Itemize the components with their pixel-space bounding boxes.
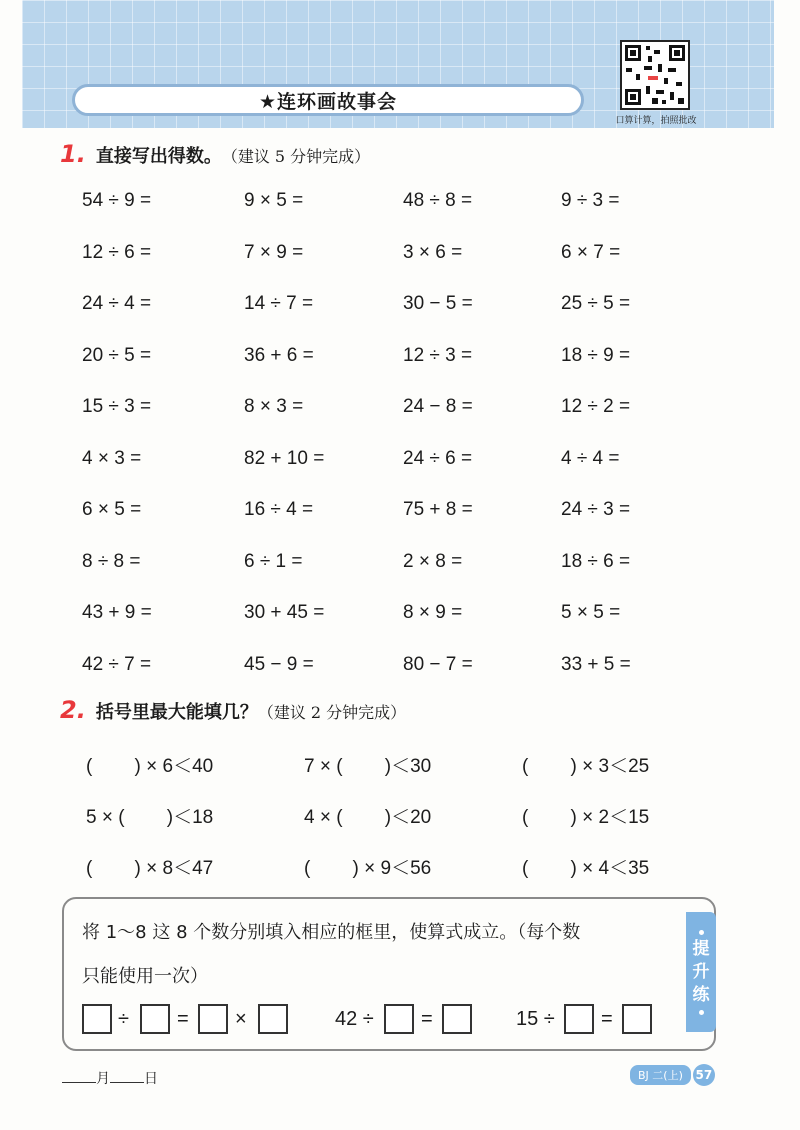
section2-heading [60, 696, 406, 724]
arithmetic-problem: 4 × 3 = [82, 447, 142, 469]
arithmetic-problem: 33 + 5 = [561, 653, 631, 675]
challenge-instruction-1: 将 1～8 这 8 个数分别填入相应的框里，使算式成立。（每个数 [82, 922, 581, 943]
arithmetic-problem: 30 + 45 = [244, 602, 325, 623]
operator: ÷ [118, 1008, 129, 1030]
challenge-instruction-2: 只能使用一次） [82, 966, 208, 987]
section1-number: 1. [60, 140, 86, 168]
qr-caption: 口算计算，拍照批改 [615, 116, 697, 126]
arithmetic-problem: 12 ÷ 3 = [403, 344, 473, 366]
section2-title: 括号里最大能填几？ [95, 702, 258, 723]
section1-hint: （建议 5 分钟完成） [221, 147, 371, 166]
answer-box[interactable] [622, 1004, 652, 1034]
arithmetic-problem: 12 ÷ 2 = [561, 396, 631, 417]
inequality-problem[interactable]: 7 × ( )＜30 [304, 756, 432, 777]
page-number: 57 [693, 1064, 715, 1086]
arithmetic-problem: 9 × 5 = [244, 190, 304, 211]
arithmetic-problem: 25 ÷ 5 = [561, 293, 631, 314]
arithmetic-problem: 45 − 9 = [244, 653, 314, 675]
answer-box[interactable] [258, 1004, 288, 1034]
arithmetic-problem: 80 − 7 = [403, 653, 473, 675]
grade-badge: BJ 二(上) [630, 1065, 691, 1085]
arithmetic-problem: 8 ÷ 8 = [82, 550, 141, 572]
answer-box[interactable] [198, 1004, 228, 1034]
dot-icon [699, 930, 704, 935]
qr-code-icon[interactable] [620, 40, 690, 110]
section1-heading [60, 140, 370, 168]
arithmetic-problem: 24 ÷ 6 = [403, 447, 473, 469]
inequality-problem[interactable]: ( ) × 9＜56 [304, 858, 432, 879]
arithmetic-problem: 5 × 5 = [561, 602, 621, 623]
arithmetic-problem: 18 ÷ 6 = [561, 550, 631, 572]
dot-icon [699, 1010, 704, 1015]
arithmetic-problem: 9 ÷ 3 = [561, 190, 620, 211]
inequality-problem[interactable]: ( ) × 6＜40 [86, 756, 214, 777]
arithmetic-problem: 43 + 9 = [82, 602, 152, 623]
arithmetic-problem: 6 ÷ 1 = [244, 550, 303, 572]
inequality-problem[interactable]: ( ) × 3＜25 [522, 756, 650, 777]
arithmetic-problem: 4 ÷ 4 = [561, 447, 620, 469]
arithmetic-problem: 18 ÷ 9 = [561, 344, 631, 366]
arithmetic-problem: 7 × 9 = [244, 241, 304, 263]
inequality-problem[interactable]: ( ) × 2＜15 [522, 807, 650, 828]
operator: = [421, 1008, 433, 1030]
arithmetic-problem: 30 − 5 = [403, 293, 473, 314]
operator: × [235, 1008, 247, 1030]
arithmetic-problem: 3 × 6 = [403, 241, 463, 263]
arithmetic-problem: 12 ÷ 6 = [82, 241, 152, 263]
page-marker [630, 1064, 715, 1086]
inequality-problem[interactable]: 5 × ( )＜18 [86, 807, 214, 828]
arithmetic-problem: 6 × 5 = [82, 499, 142, 520]
inequality-problem[interactable]: 4 × ( )＜20 [304, 807, 432, 828]
sidebar-char: 提 [692, 938, 710, 959]
date-field[interactable] [62, 1068, 158, 1088]
arithmetic-problem: 2 × 8 = [403, 550, 463, 572]
arithmetic-problem: 16 ÷ 4 = [244, 499, 314, 520]
inequality-problem[interactable]: ( ) × 4＜35 [522, 858, 650, 879]
arithmetic-problem: 24 − 8 = [403, 396, 473, 417]
arithmetic-problem: 8 × 3 = [244, 396, 304, 417]
operator: = [177, 1008, 189, 1030]
section2-number: 2. [60, 696, 86, 724]
arithmetic-problem: 24 ÷ 3 = [561, 499, 631, 520]
arithmetic-problem: 15 ÷ 3 = [82, 396, 152, 417]
month-label: 月 [96, 1071, 110, 1087]
section1-title: 直接写出得数。 [95, 146, 222, 167]
arithmetic-problem: 82 + 10 = [244, 447, 325, 469]
day-label: 日 [144, 1071, 158, 1087]
arithmetic-problem: 75 + 8 = [403, 499, 473, 520]
equation-prefix: 42 ÷ [335, 1008, 374, 1030]
answer-box[interactable] [82, 1004, 112, 1034]
page-title: ★连环画故事会 [258, 90, 398, 113]
answer-box[interactable] [564, 1004, 594, 1034]
arithmetic-problem: 48 ÷ 8 = [403, 190, 473, 211]
answer-box[interactable] [384, 1004, 414, 1034]
sidebar-char: 升 [692, 961, 710, 982]
answer-box[interactable] [442, 1004, 472, 1034]
title-bar [72, 84, 584, 116]
arithmetic-problem: 20 ÷ 5 = [82, 344, 152, 366]
sidebar-char: 练 [692, 984, 710, 1005]
arithmetic-problem: 6 × 7 = [561, 241, 621, 263]
arithmetic-problem: 36 + 6 = [244, 344, 314, 366]
arithmetic-problem: 8 × 9 = [403, 602, 463, 623]
arithmetic-problem: 24 ÷ 4 = [82, 293, 152, 314]
arithmetic-problem: 54 ÷ 9 = [82, 190, 152, 211]
arithmetic-problem: 14 ÷ 7 = [244, 293, 314, 314]
section2-hint: （建议 2 分钟完成） [257, 703, 407, 722]
answer-box[interactable] [140, 1004, 170, 1034]
arithmetic-problem: 42 ÷ 7 = [82, 653, 152, 675]
operator: = [601, 1008, 613, 1030]
inequality-problem[interactable]: ( ) × 8＜47 [86, 858, 214, 879]
equation-prefix: 15 ÷ [516, 1008, 555, 1030]
sidebar-tag [686, 912, 716, 1032]
